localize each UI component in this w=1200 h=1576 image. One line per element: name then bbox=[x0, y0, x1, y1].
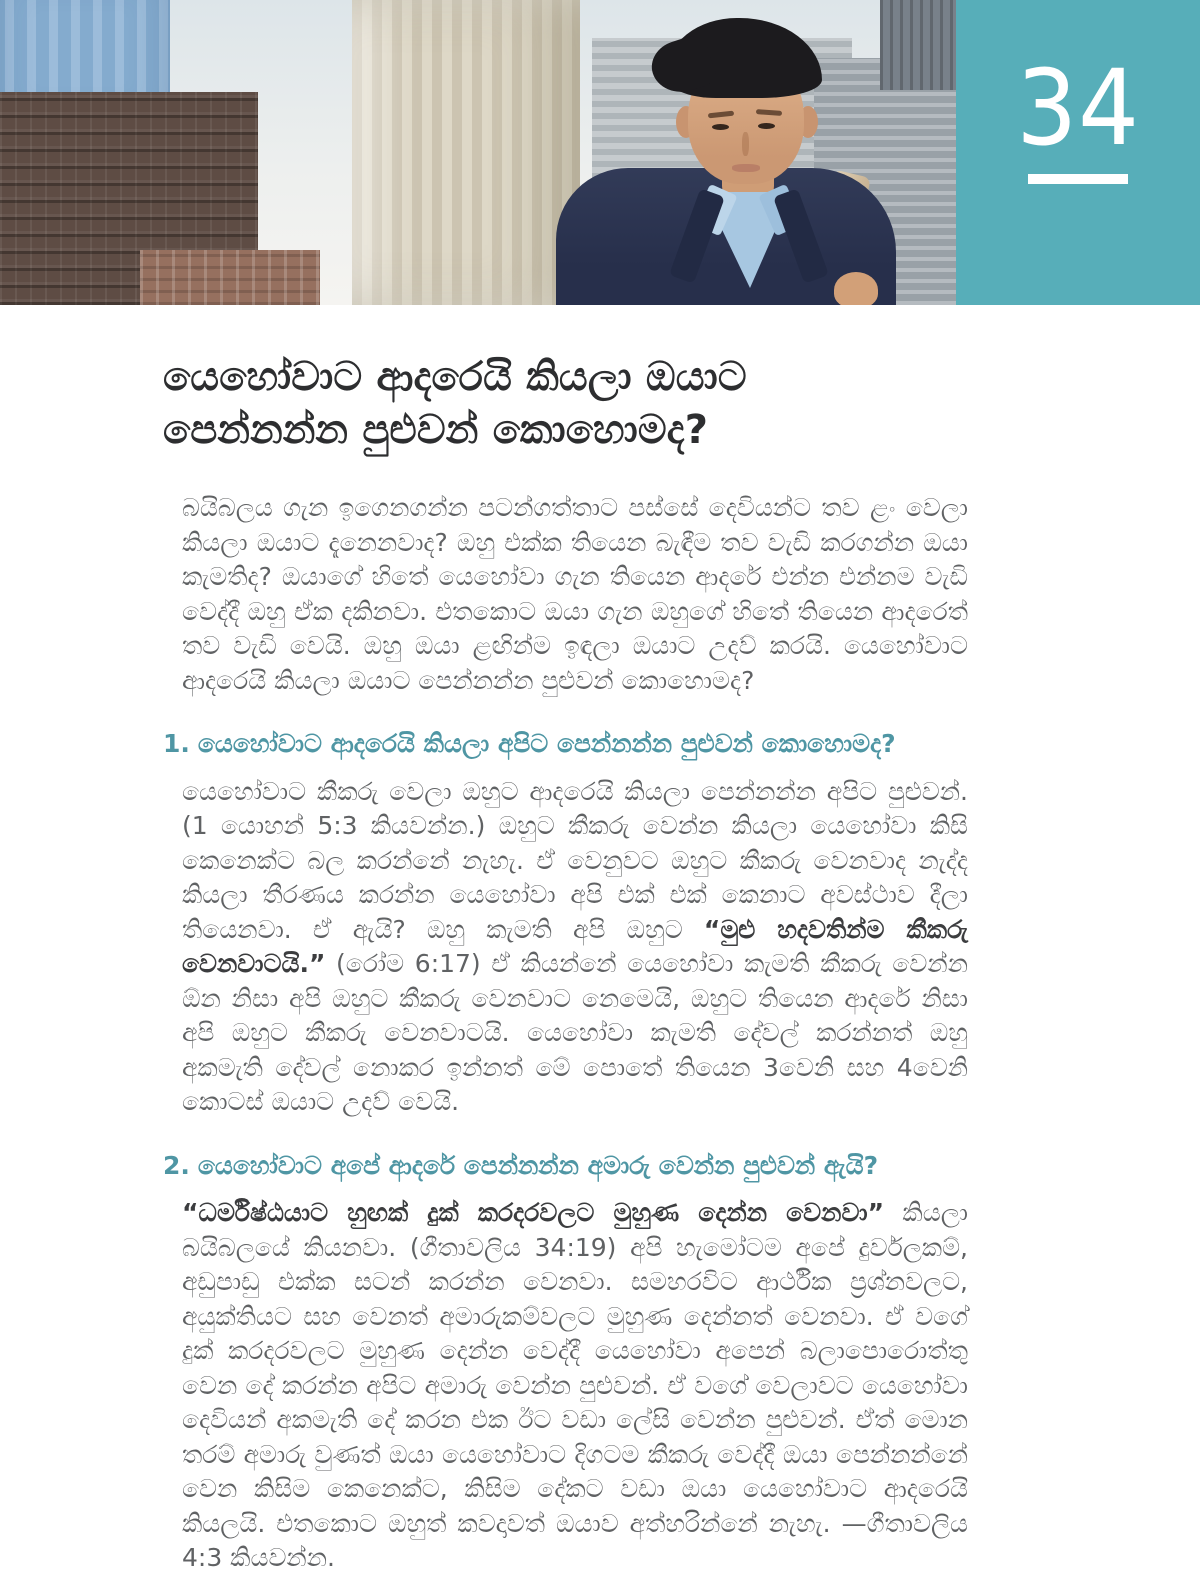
text-run: කියලා බයිබලයේ කියනවා. (ගීතාවලිය 34:19) අපි හැමෝටම අපේ දුර්වලකම්, අඩුපාඩු එක්ක සටන් කරන්න වෙනවා. සමහරවිට ආර්ථික ප්‍රශ්නවලට, අයුක්තියට සහ වෙනත් අමාරුකම්වලට මුහුණ දෙන්නත් වෙනවා. ඒ වගේ දුක් කරදරවලට මුහුණ දෙන්න වෙද්දී යෙහෝවා අපෙන් බලාපොරොත්තු වෙන දේ කරන්න අපිට අමාරු වෙන්න පුළුවන්. ඒ වගේ වෙලාවට යෙහෝවා දෙවියන් අකමැති දේ කරන එක ඊට වඩා ලේසි වෙන්න පුළුවන්. ඒත් මොන තරම් අමාරු වුණත් ඔයා යෙහෝවාට දිගටම කීකරු වෙද්දී ඔයා පෙන්නන්නේ වෙන කිසිම කෙනෙක්ට, කිසිම දේකට වඩා ඔයා යෙහෝවාට ආදරෙයි කියලයි. එතකොට ඔහුත් කවදාවත් ඔයාව අත්හරින්නේ නැහැ. —ගීතාවලිය 4:3 කියවන්න. bbox=[182, 1198, 968, 1573]
lesson-title: යෙහෝවාට ආදරෙයි කියලා ඔයාට පෙන්නන්න පුළුවන් කොහොමද? bbox=[163, 354, 747, 454]
section-2-heading-text: යෙහෝවාට අපේ ආදරේ පෙන්නන්න අමාරු වෙන්න පුළුවන් ඇයි? bbox=[197, 1150, 879, 1180]
hero-strip bbox=[0, 0, 1200, 305]
section-2-heading bbox=[163, 1150, 968, 1183]
city-man-photo bbox=[0, 0, 956, 305]
photo-man-eye-left bbox=[712, 124, 729, 130]
intro-paragraph: බයිබලය ගැන ඉගෙනගන්න පටන්ගත්තාට පස්සේ දෙවියන්ට තව ළං වෙලා කියලා ඔයාට දැනෙනවාද? ඔහු එක්ක තියෙන බැඳීම තව වැඩි කරගන්න ඔයා කැමතිද? ඔයාගේ හිතේ යෙහෝවා ගැන තියෙන ආදරේ එන්න එන්නම වැඩි වෙද්දී ඔහු ඒක දකිනවා. එතකොට ඔයා ගැන ඔහුගේ හිතේ තියෙන ආදරෙත් තව වැඩි වෙයි. ඔහු ඔයා ළඟින්ම ඉඳලා ඔයාට උදව් කරයි. යෙහෝවාට ආදරෙයි කියලා ඔයාට පෙන්නන්න පුළුවන් කොහොමද? bbox=[182, 493, 968, 695]
photo-man-nose bbox=[742, 132, 749, 156]
bold-scripture-quote: “ධර්මිෂ්ඨයාට හුඟක් දුක් කරදරවලට මුහුණ දෙන්න වෙනවා” bbox=[182, 1198, 885, 1228]
lesson-number-badge bbox=[956, 0, 1200, 305]
section-1-heading bbox=[163, 728, 968, 761]
photo-building-brick bbox=[140, 250, 320, 305]
photo-building-beige-tower bbox=[352, 0, 580, 305]
bold-scripture-quote: “මුළු හදවතින්ම කීකරු වෙනවාටයි.” bbox=[182, 914, 968, 979]
section-1-paragraph bbox=[182, 775, 968, 1120]
section-1-number: 1. bbox=[163, 729, 190, 759]
photo-man-lips bbox=[732, 164, 760, 172]
photo-building-dark-top-right bbox=[880, 0, 956, 90]
lesson-number: 34 bbox=[1016, 47, 1140, 169]
text-run: (රෝම 6:17) ඒ කියන්නේ යෙහෝවා කැමති කීකරු වෙන්න ඕන නිසා අපි ඔහුට කීකරු වෙනවාට නෙමෙයි, ඔහුට තියෙන ආදරේ නිසා අපි ඔහුට කීකරු වෙනවාටයි. යෙහෝවා කැමති දේවල් කරන්නත් ඔහු අකමැති දේවල් නොකර ඉන්නත් මේ පොතේ තියෙන 3වෙනි සහ 4වෙනි කොටස් ඔයාට උදව් වෙයි. bbox=[182, 949, 968, 1117]
lesson-article bbox=[0, 305, 1200, 1576]
photo-man-hand bbox=[834, 272, 878, 305]
text-run: යෙහෝවාට කීකරු වෙලා ඔහුට ආදරෙයි කියලා පෙන්නන්න අපිට පුළුවන්. (1 යොහන් 5:3 කියවන්න.) ඔහුට කීකරු වෙන්න කියලා යෙහෝවා කිසි කෙනෙක්ට බල කරන්නේ නැහැ. ඒ වෙනුවට ඔහුට කීකරු වෙනවාද නැද්ද කියලා තීරණය කරන්න යෙහෝවා අපි එක් එක් කෙනාට අවස්ථාව දීලා තියෙනවා. ඒ ඇයි? ඔහු කැමති අපි ඔහුට bbox=[182, 776, 968, 944]
section-2-paragraph bbox=[182, 1196, 968, 1576]
lesson-number-underline bbox=[1028, 174, 1128, 184]
section-1-heading-text: යෙහෝවාට ආදරෙයි කියලා අපිට පෙන්නන්න පුළුවන් කොහොමද? bbox=[197, 729, 896, 759]
photo-man-eye-right bbox=[758, 123, 775, 129]
section-2-number: 2. bbox=[163, 1150, 190, 1180]
